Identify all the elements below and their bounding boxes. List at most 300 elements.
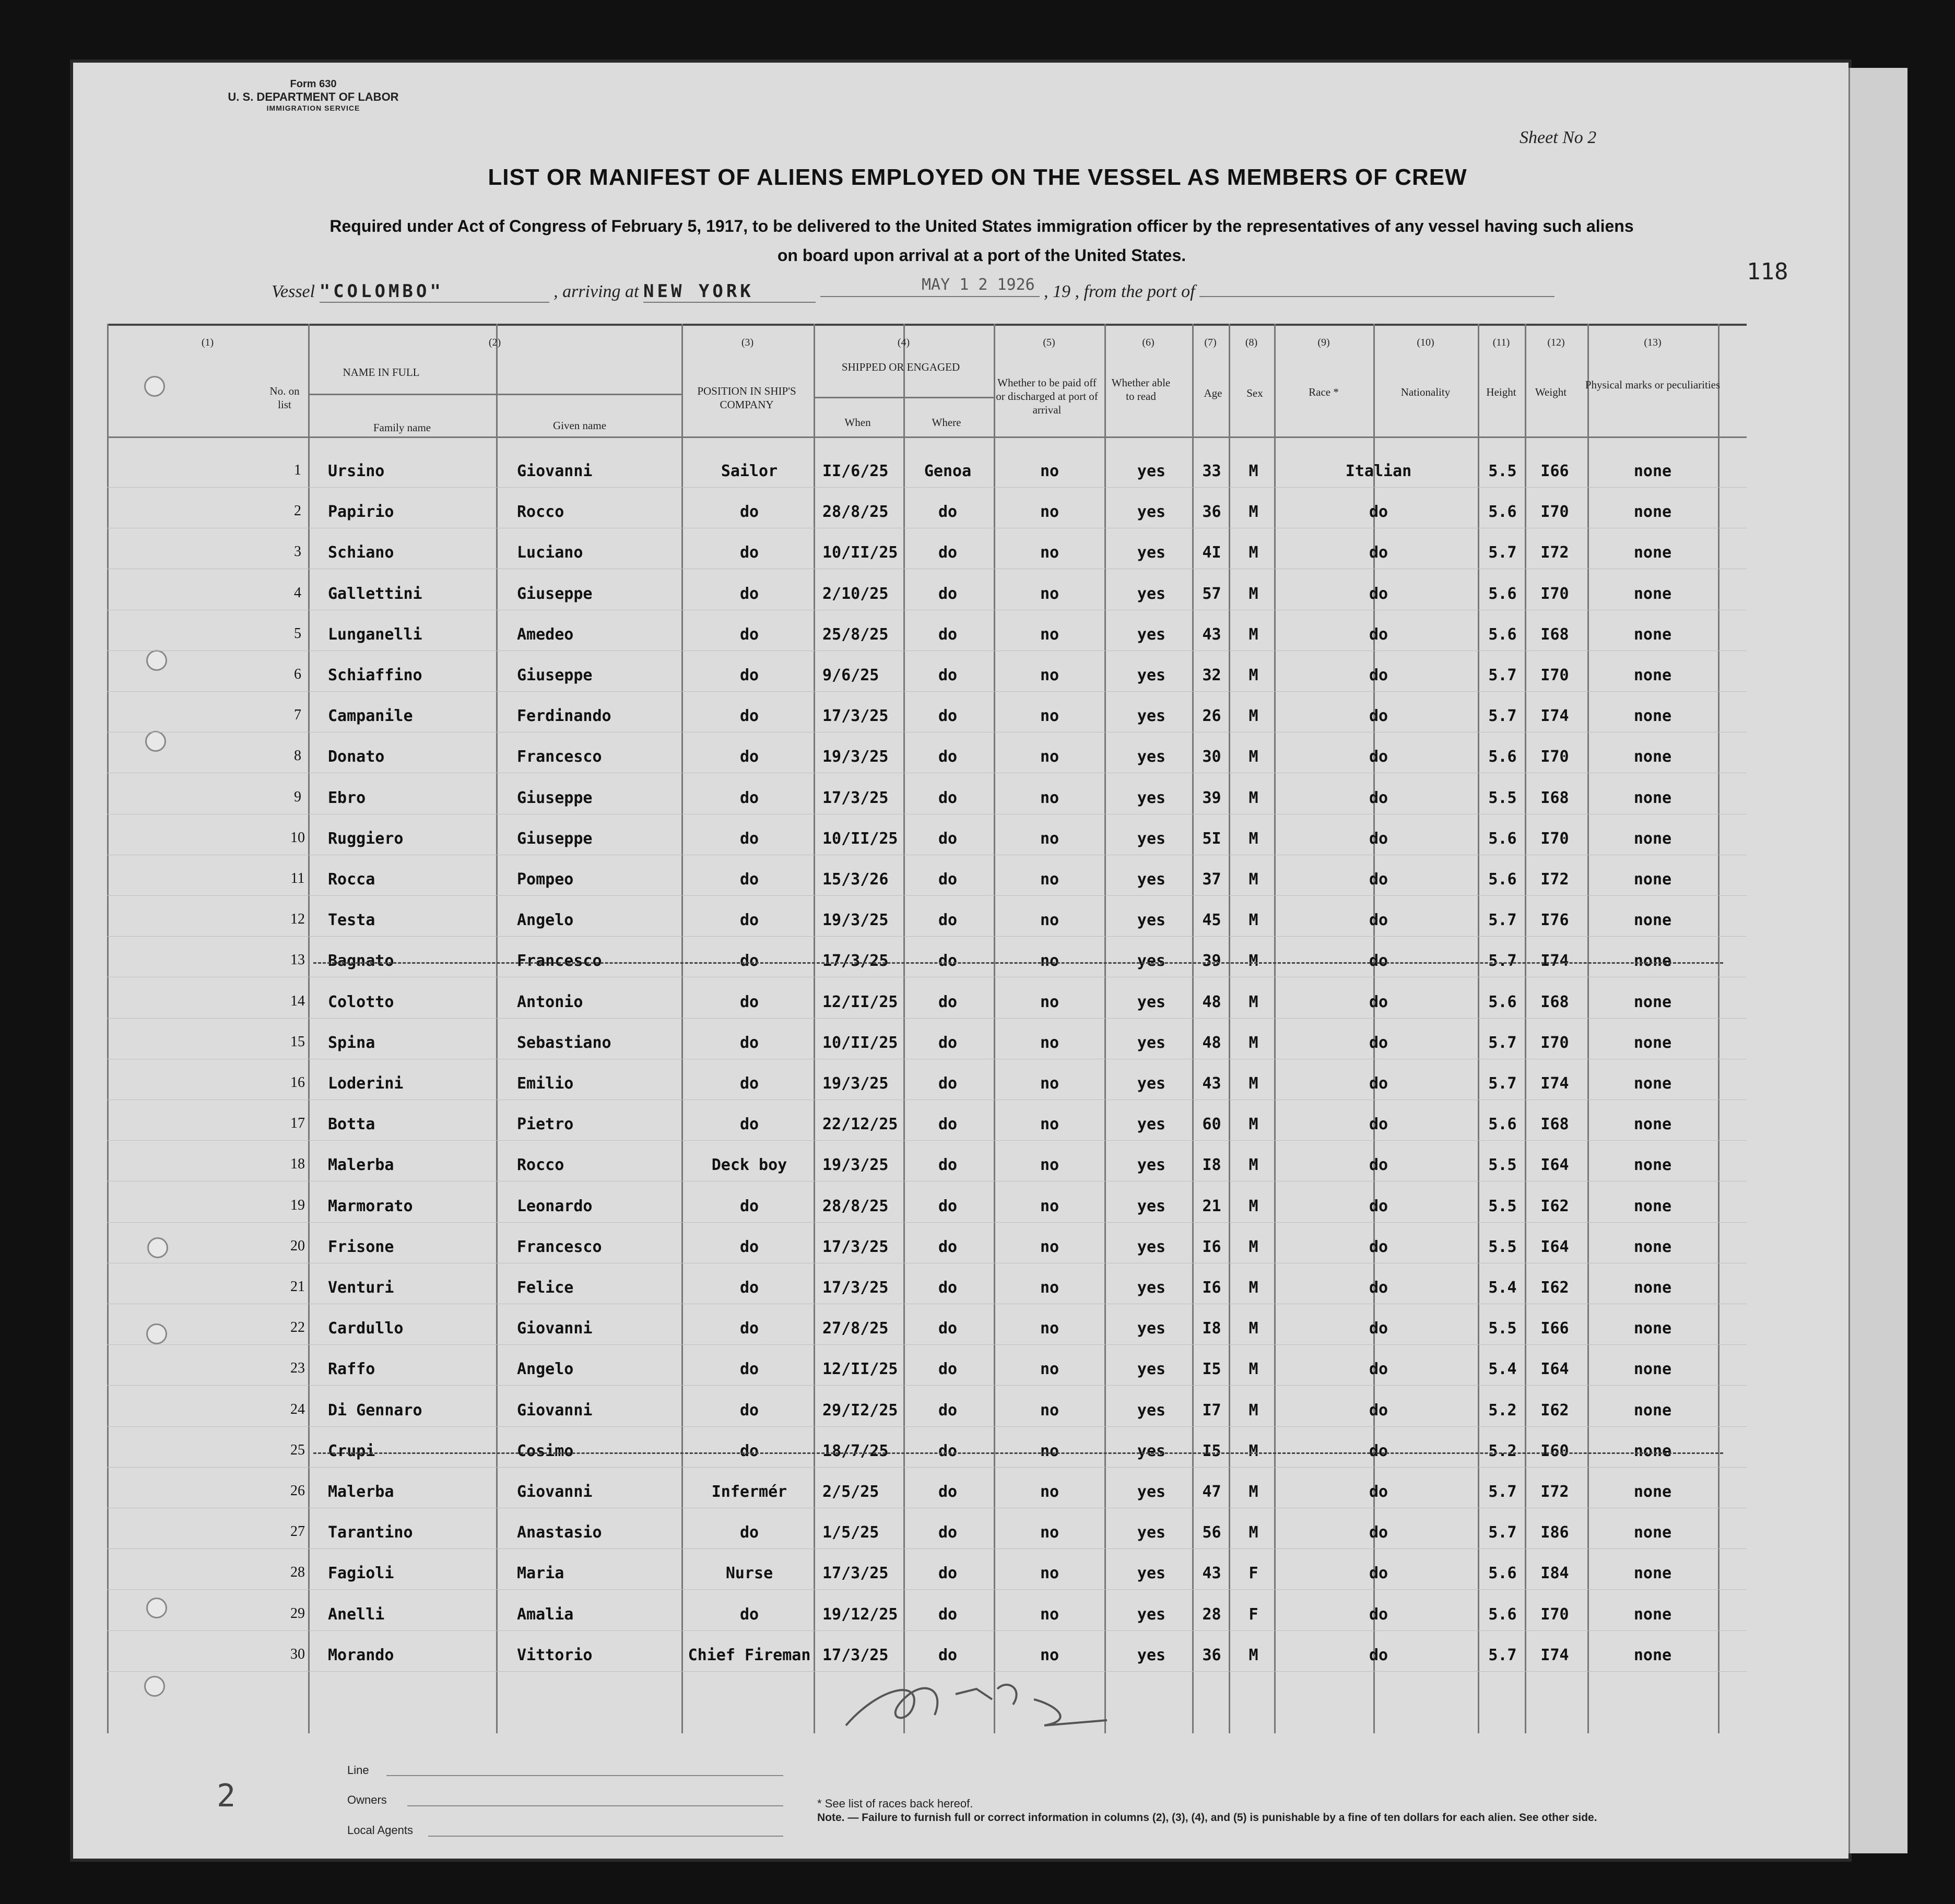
cell-family: Morando <box>328 1646 394 1664</box>
cell-when: 19/12/25 <box>822 1605 898 1624</box>
cell-no: 30 <box>290 1646 305 1662</box>
cell-marks: none <box>1633 1441 1672 1460</box>
cell-age: 43 <box>1202 1564 1221 1583</box>
cell-given: Rocco <box>517 1156 564 1175</box>
cell-given: Leonardo <box>517 1197 593 1215</box>
header-position: POSITION IN SHIP'S COMPANY <box>697 385 796 411</box>
cell-marks: none <box>1633 543 1672 562</box>
column-number: (10) <box>1417 337 1434 348</box>
cell-weight: I68 <box>1540 992 1569 1011</box>
cell-position: Infermér <box>711 1483 787 1501</box>
cell-height: 5.7 <box>1488 1033 1517 1052</box>
cell-family: Rocca <box>328 870 375 889</box>
cell-sex: M <box>1249 1401 1258 1420</box>
cell-family: Raffo <box>328 1360 375 1379</box>
cell-family: Anelli <box>328 1605 385 1624</box>
cell-paid: no <box>1040 829 1059 848</box>
header-family-name: Family name <box>373 421 431 434</box>
header-nationality: Nationality <box>1400 386 1451 398</box>
cell-read: yes <box>1137 1115 1166 1134</box>
cell-position: do <box>739 748 759 766</box>
cell-sex: M <box>1249 992 1258 1011</box>
column-number: (7) <box>1204 337 1217 348</box>
page-title: LIST OR MANIFEST OF ALIENS EMPLOYED ON THE VESSEL AS MEMBERS OF CREW <box>488 164 1467 190</box>
cell-given: Francesco <box>517 1237 602 1256</box>
cell-nationality: do <box>1369 503 1388 522</box>
cell-where: do <box>938 1564 958 1583</box>
cell-when: 28/8/25 <box>822 503 889 522</box>
cell-no: 3 <box>294 543 301 560</box>
cell-position: do <box>739 1033 759 1052</box>
cell-age: I6 <box>1202 1237 1221 1256</box>
cell-sex: M <box>1249 911 1258 930</box>
cell-paid: no <box>1040 1033 1059 1052</box>
cell-read: yes <box>1137 1237 1166 1256</box>
header-able-to-read: Whether able to read <box>1111 376 1171 403</box>
cell-weight: I72 <box>1540 1483 1569 1501</box>
cell-read: yes <box>1137 707 1166 726</box>
cell-when: 2/5/25 <box>822 1483 879 1501</box>
cell-position: do <box>739 829 759 848</box>
cell-sex: M <box>1249 625 1258 644</box>
cell-sex: M <box>1249 829 1258 848</box>
cell-read: yes <box>1137 1197 1166 1215</box>
cell-given: Giuseppe <box>517 666 593 684</box>
cell-height: 5.6 <box>1488 503 1517 522</box>
cell-family: Donato <box>328 748 385 766</box>
cell-sex: M <box>1249 1197 1258 1215</box>
cell-paid: no <box>1040 748 1059 766</box>
cell-paid: no <box>1040 870 1059 889</box>
subtitle-line-2: on board upon arrival at a port of the United States. <box>777 246 1186 265</box>
cell-weight: I74 <box>1540 707 1569 726</box>
cell-no: 1 <box>294 462 301 478</box>
column-number: (3) <box>741 337 754 348</box>
cell-weight: I74 <box>1540 1646 1569 1664</box>
cell-paid: no <box>1040 1279 1059 1297</box>
subtitle <box>261 211 1702 270</box>
cell-when: 29/I2/25 <box>822 1401 898 1420</box>
cell-given: Luciano <box>517 543 583 562</box>
column-number: (11) <box>1492 337 1510 348</box>
cell-weight: I70 <box>1540 829 1569 848</box>
cell-paid: no <box>1040 1401 1059 1420</box>
cell-marks: none <box>1633 1197 1672 1215</box>
cell-no: 22 <box>290 1319 305 1336</box>
cell-read: yes <box>1137 1279 1166 1297</box>
cell-nationality: do <box>1369 1115 1388 1134</box>
cell-nationality: do <box>1369 1197 1388 1215</box>
cell-where: do <box>938 1115 958 1134</box>
cell-paid: no <box>1040 666 1059 684</box>
cell-read: yes <box>1137 1033 1166 1052</box>
cell-sex: M <box>1249 788 1258 807</box>
cell-sex: M <box>1249 584 1258 603</box>
cell-weight: I70 <box>1540 503 1569 522</box>
cell-marks: none <box>1633 1156 1672 1175</box>
cell-when: 22/12/25 <box>822 1115 898 1134</box>
cell-no: 20 <box>290 1237 305 1254</box>
cell-read: yes <box>1137 1074 1166 1093</box>
cell-where: do <box>938 829 958 848</box>
cell-when: 10/II/25 <box>822 543 898 562</box>
cell-height: 5.2 <box>1488 1441 1517 1460</box>
cell-age: 4I <box>1202 543 1221 562</box>
cell-no: 23 <box>290 1360 305 1377</box>
cell-given: Rocco <box>517 503 564 522</box>
cell-given: Giovanni <box>517 1401 593 1420</box>
column-number: (5) <box>1043 337 1055 348</box>
cell-family: Marmorato <box>328 1197 413 1215</box>
cell-age: 28 <box>1202 1605 1221 1624</box>
cell-weight: I86 <box>1540 1523 1569 1542</box>
cell-position: do <box>739 911 759 930</box>
footer-local-agents-label: Local Agents <box>347 1824 413 1837</box>
cell-given: Maria <box>517 1564 564 1583</box>
header-shipped-engaged: SHIPPED OR ENGAGED <box>841 361 960 373</box>
cell-height: 5.6 <box>1488 1605 1517 1624</box>
cell-height: 5.5 <box>1488 1237 1517 1256</box>
cell-sex: M <box>1249 1156 1258 1175</box>
cell-sex: M <box>1249 1279 1258 1297</box>
header-given-name: Given name <box>552 419 607 432</box>
cell-nationality: do <box>1369 1605 1388 1624</box>
margin-mark: 2 <box>217 1778 236 1814</box>
cell-weight: I62 <box>1540 1401 1569 1420</box>
column-divider <box>1718 324 1720 1733</box>
cell-no: 19 <box>290 1197 305 1213</box>
cell-no: 28 <box>290 1564 305 1581</box>
cell-paid: no <box>1040 1441 1059 1460</box>
cell-height: 5.5 <box>1488 788 1517 807</box>
cell-weight: I64 <box>1540 1156 1569 1175</box>
cell-paid: no <box>1040 1074 1059 1093</box>
cell-position: do <box>739 503 759 522</box>
cell-position: do <box>739 1319 759 1338</box>
cell-given: Pietro <box>517 1115 574 1134</box>
column-number: (12) <box>1547 337 1565 348</box>
cell-sex: M <box>1249 1441 1258 1460</box>
column-divider <box>1104 324 1106 1733</box>
cell-weight: I60 <box>1540 1441 1569 1460</box>
cell-height: 5.5 <box>1488 1197 1517 1215</box>
cell-nationality: Italian <box>1345 462 1412 480</box>
cell-sex: M <box>1249 1074 1258 1093</box>
cell-read: yes <box>1137 870 1166 889</box>
cell-read: yes <box>1137 911 1166 930</box>
cell-paid: no <box>1040 707 1059 726</box>
cell-marks: none <box>1633 1033 1672 1052</box>
cell-when: 1/5/25 <box>822 1523 879 1542</box>
cell-when: 17/3/25 <box>822 1646 889 1664</box>
cell-when: 18/7/25 <box>822 1441 889 1460</box>
cell-read: yes <box>1137 625 1166 644</box>
cell-no: 8 <box>294 748 301 764</box>
cell-age: 43 <box>1202 1074 1221 1093</box>
header-age: Age <box>1204 387 1222 399</box>
cell-marks: none <box>1633 666 1672 684</box>
cell-given: Giuseppe <box>517 829 593 848</box>
cell-where: do <box>938 1033 958 1052</box>
column-number: (13) <box>1644 337 1662 348</box>
cell-nationality: do <box>1369 707 1388 726</box>
cell-age: 47 <box>1202 1483 1221 1501</box>
cell-where: do <box>938 543 958 562</box>
cell-given: Anastasio <box>517 1523 602 1542</box>
cell-position: do <box>739 666 759 684</box>
cell-family: Botta <box>328 1115 375 1134</box>
cell-nationality: do <box>1369 1401 1388 1420</box>
cell-where: do <box>938 1483 958 1501</box>
cell-read: yes <box>1137 1483 1166 1501</box>
cell-weight: I68 <box>1540 788 1569 807</box>
cell-paid: no <box>1040 911 1059 930</box>
cell-family: Schiano <box>328 543 394 562</box>
cell-nationality: do <box>1369 1074 1388 1093</box>
cell-weight: I70 <box>1540 666 1569 684</box>
cell-no: 9 <box>294 788 301 805</box>
cell-age: 26 <box>1202 707 1221 726</box>
form-header <box>193 78 433 112</box>
cell-height: 5.5 <box>1488 1156 1517 1175</box>
cell-when: 19/3/25 <box>822 911 889 930</box>
cell-family: Gallettini <box>328 584 422 603</box>
cell-height: 5.6 <box>1488 1564 1517 1583</box>
cell-sex: M <box>1249 1523 1258 1542</box>
column-number: (2) <box>488 337 501 348</box>
cell-no: 25 <box>290 1441 305 1458</box>
cell-age: 57 <box>1202 584 1221 603</box>
cell-age: 45 <box>1202 911 1221 930</box>
cell-read: yes <box>1137 1156 1166 1175</box>
cell-when: 19/3/25 <box>822 1074 889 1093</box>
cell-age: 43 <box>1202 625 1221 644</box>
cell-position: do <box>739 543 759 562</box>
cell-sex: M <box>1249 503 1258 522</box>
cell-given: Giuseppe <box>517 788 593 807</box>
cell-paid: no <box>1040 1197 1059 1215</box>
cell-position: do <box>739 870 759 889</box>
cell-no: 21 <box>290 1279 305 1295</box>
column-divider <box>903 324 905 1733</box>
cell-age: I5 <box>1202 1360 1221 1379</box>
cell-age: 37 <box>1202 870 1221 889</box>
cell-family: Papirio <box>328 503 394 522</box>
cell-family: Malerba <box>328 1156 394 1175</box>
column-number: (8) <box>1245 337 1258 348</box>
cell-no: 18 <box>290 1156 305 1173</box>
cell-family: Schiaffino <box>328 666 422 684</box>
header-where: Where <box>932 416 961 429</box>
cell-sex: M <box>1249 1646 1258 1664</box>
service-name: IMMIGRATION SERVICE <box>266 104 360 112</box>
column-number: (4) <box>897 337 910 348</box>
cell-read: yes <box>1137 829 1166 848</box>
cell-when: 17/3/25 <box>822 707 889 726</box>
cell-height: 5.6 <box>1488 992 1517 1011</box>
cell-family: Bagnato <box>328 952 394 971</box>
cell-given: Vittorio <box>517 1646 593 1664</box>
cell-position: do <box>739 1523 759 1542</box>
cell-age: 32 <box>1202 666 1221 684</box>
cell-age: 21 <box>1202 1197 1221 1215</box>
cell-weight: I68 <box>1540 1115 1569 1134</box>
column-divider <box>814 324 815 1733</box>
cell-nationality: do <box>1369 666 1388 684</box>
cell-where: do <box>938 870 958 889</box>
cell-read: yes <box>1137 1605 1166 1624</box>
cell-no: 26 <box>290 1483 305 1499</box>
cell-when: 10/II/25 <box>822 1033 898 1052</box>
cell-weight: I62 <box>1540 1279 1569 1297</box>
cell-family: Colotto <box>328 992 394 1011</box>
cell-marks: none <box>1633 952 1672 971</box>
cell-no: 5 <box>294 625 301 642</box>
cell-where: do <box>938 1523 958 1542</box>
cell-given: Angelo <box>517 1360 574 1379</box>
cell-weight: I64 <box>1540 1237 1569 1256</box>
cell-where: do <box>938 1646 958 1664</box>
cell-position: Nurse <box>725 1564 773 1583</box>
cell-family: Ruggiero <box>328 829 404 848</box>
cell-when: 9/6/25 <box>822 666 879 684</box>
subtitle-line-1: Required under Act of Congress of February 5, 1917, to be delivered to the United States immigration officer by the representatives of any vessel having such aliens <box>329 217 1634 235</box>
header-no-on-list: No. on list <box>269 385 300 411</box>
cell-nationality: do <box>1369 1360 1388 1379</box>
footnote-races: * See list of races back hereof. <box>817 1797 973 1810</box>
inspector-signature <box>835 1658 1128 1741</box>
cell-sex: M <box>1249 666 1258 684</box>
arrival-date-stamp: MAY 1 2 1926 <box>922 276 1035 294</box>
cell-family: Venturi <box>328 1279 394 1297</box>
cell-nationality: do <box>1369 992 1388 1011</box>
cell-nationality: do <box>1369 1646 1388 1664</box>
cell-read: yes <box>1137 1646 1166 1664</box>
cell-weight: I72 <box>1540 543 1569 562</box>
cell-read: yes <box>1137 1441 1166 1460</box>
cell-read: yes <box>1137 584 1166 603</box>
cell-when: 17/3/25 <box>822 1237 889 1256</box>
cell-no: 4 <box>294 584 301 601</box>
cell-nationality: do <box>1369 870 1388 889</box>
cell-position: do <box>739 788 759 807</box>
cell-position: do <box>739 1279 759 1297</box>
arrival-port: NEW YORK <box>643 281 754 302</box>
cell-position: Sailor <box>721 462 778 480</box>
cell-height: 5.7 <box>1488 1646 1517 1664</box>
cell-marks: none <box>1633 1115 1672 1134</box>
cell-marks: none <box>1633 1279 1672 1297</box>
cell-weight: I70 <box>1540 584 1569 603</box>
cell-sex: M <box>1249 1115 1258 1134</box>
cell-sex: M <box>1249 870 1258 889</box>
cell-marks: none <box>1633 748 1672 766</box>
cell-weight: I68 <box>1540 625 1569 644</box>
cell-marks: none <box>1633 1564 1672 1583</box>
cell-weight: I64 <box>1540 1360 1569 1379</box>
cell-when: 12/II/25 <box>822 992 898 1011</box>
cell-when: 15/3/26 <box>822 870 889 889</box>
cell-marks: none <box>1633 1074 1672 1093</box>
vessel-label: Vessel <box>272 282 315 301</box>
cell-nationality: do <box>1369 1033 1388 1052</box>
cell-sex: M <box>1249 543 1258 562</box>
header-sex: Sex <box>1246 387 1263 399</box>
cell-when: 28/8/25 <box>822 1197 889 1215</box>
cell-where: do <box>938 1279 958 1297</box>
cell-height: 5.7 <box>1488 1523 1517 1542</box>
cell-weight: I70 <box>1540 748 1569 766</box>
cell-nationality: do <box>1369 625 1388 644</box>
column-divider <box>681 324 683 1733</box>
cell-when: 25/8/25 <box>822 625 889 644</box>
cell-position: Chief Fireman <box>688 1646 811 1664</box>
cell-read: yes <box>1137 788 1166 807</box>
cell-sex: M <box>1249 1237 1258 1256</box>
header-weight: Weight <box>1535 386 1567 398</box>
strikethrough-line <box>313 962 1723 964</box>
footer-owners-label: Owners <box>347 1793 387 1806</box>
cell-nationality: do <box>1369 1319 1388 1338</box>
cell-where: do <box>938 911 958 930</box>
cell-height: 5.7 <box>1488 911 1517 930</box>
cell-no: 16 <box>290 1074 305 1091</box>
column-number: (1) <box>201 337 214 348</box>
column-divider <box>1229 324 1230 1733</box>
cell-when: 17/3/25 <box>822 788 889 807</box>
cell-no: 2 <box>294 503 301 519</box>
cell-marks: none <box>1633 1360 1672 1379</box>
cell-where: do <box>938 992 958 1011</box>
cell-where: do <box>938 1156 958 1175</box>
cell-when: 2/10/25 <box>822 584 889 603</box>
cell-family: Malerba <box>328 1483 394 1501</box>
cell-marks: none <box>1633 870 1672 889</box>
cell-age: 56 <box>1202 1523 1221 1542</box>
header-divider <box>814 397 994 398</box>
column-divider <box>994 324 995 1733</box>
cell-given: Giovanni <box>517 462 593 480</box>
cell-no: 13 <box>290 952 305 968</box>
cell-no: 7 <box>294 707 301 724</box>
cell-position: do <box>739 992 759 1011</box>
cell-family: Cardullo <box>328 1319 404 1338</box>
cell-age: I6 <box>1202 1279 1221 1297</box>
cell-weight: I62 <box>1540 1197 1569 1215</box>
cell-age: I8 <box>1202 1319 1221 1338</box>
cell-marks: none <box>1633 1646 1672 1664</box>
cell-where: do <box>938 788 958 807</box>
vessel-name: "COLOMBO" <box>319 281 444 302</box>
cell-paid: no <box>1040 1360 1059 1379</box>
cell-read: yes <box>1137 1360 1166 1379</box>
cell-given: Antonio <box>517 992 583 1011</box>
cell-nationality: do <box>1369 788 1388 807</box>
cell-where: Genoa <box>924 462 972 480</box>
cell-family: Fagioli <box>328 1564 394 1583</box>
cell-paid: no <box>1040 1319 1059 1338</box>
cell-age: 39 <box>1202 788 1221 807</box>
cell-where: do <box>938 748 958 766</box>
cell-no: 24 <box>290 1401 305 1417</box>
cell-paid: no <box>1040 1237 1059 1256</box>
cell-position: do <box>739 584 759 603</box>
sheet-number: Sheet No 2 <box>1520 128 1597 147</box>
cell-given: Amedeo <box>517 625 574 644</box>
cell-height: 5.6 <box>1488 584 1517 603</box>
sheet-edge <box>1848 68 1907 1853</box>
cell-nationality: do <box>1369 1279 1388 1297</box>
